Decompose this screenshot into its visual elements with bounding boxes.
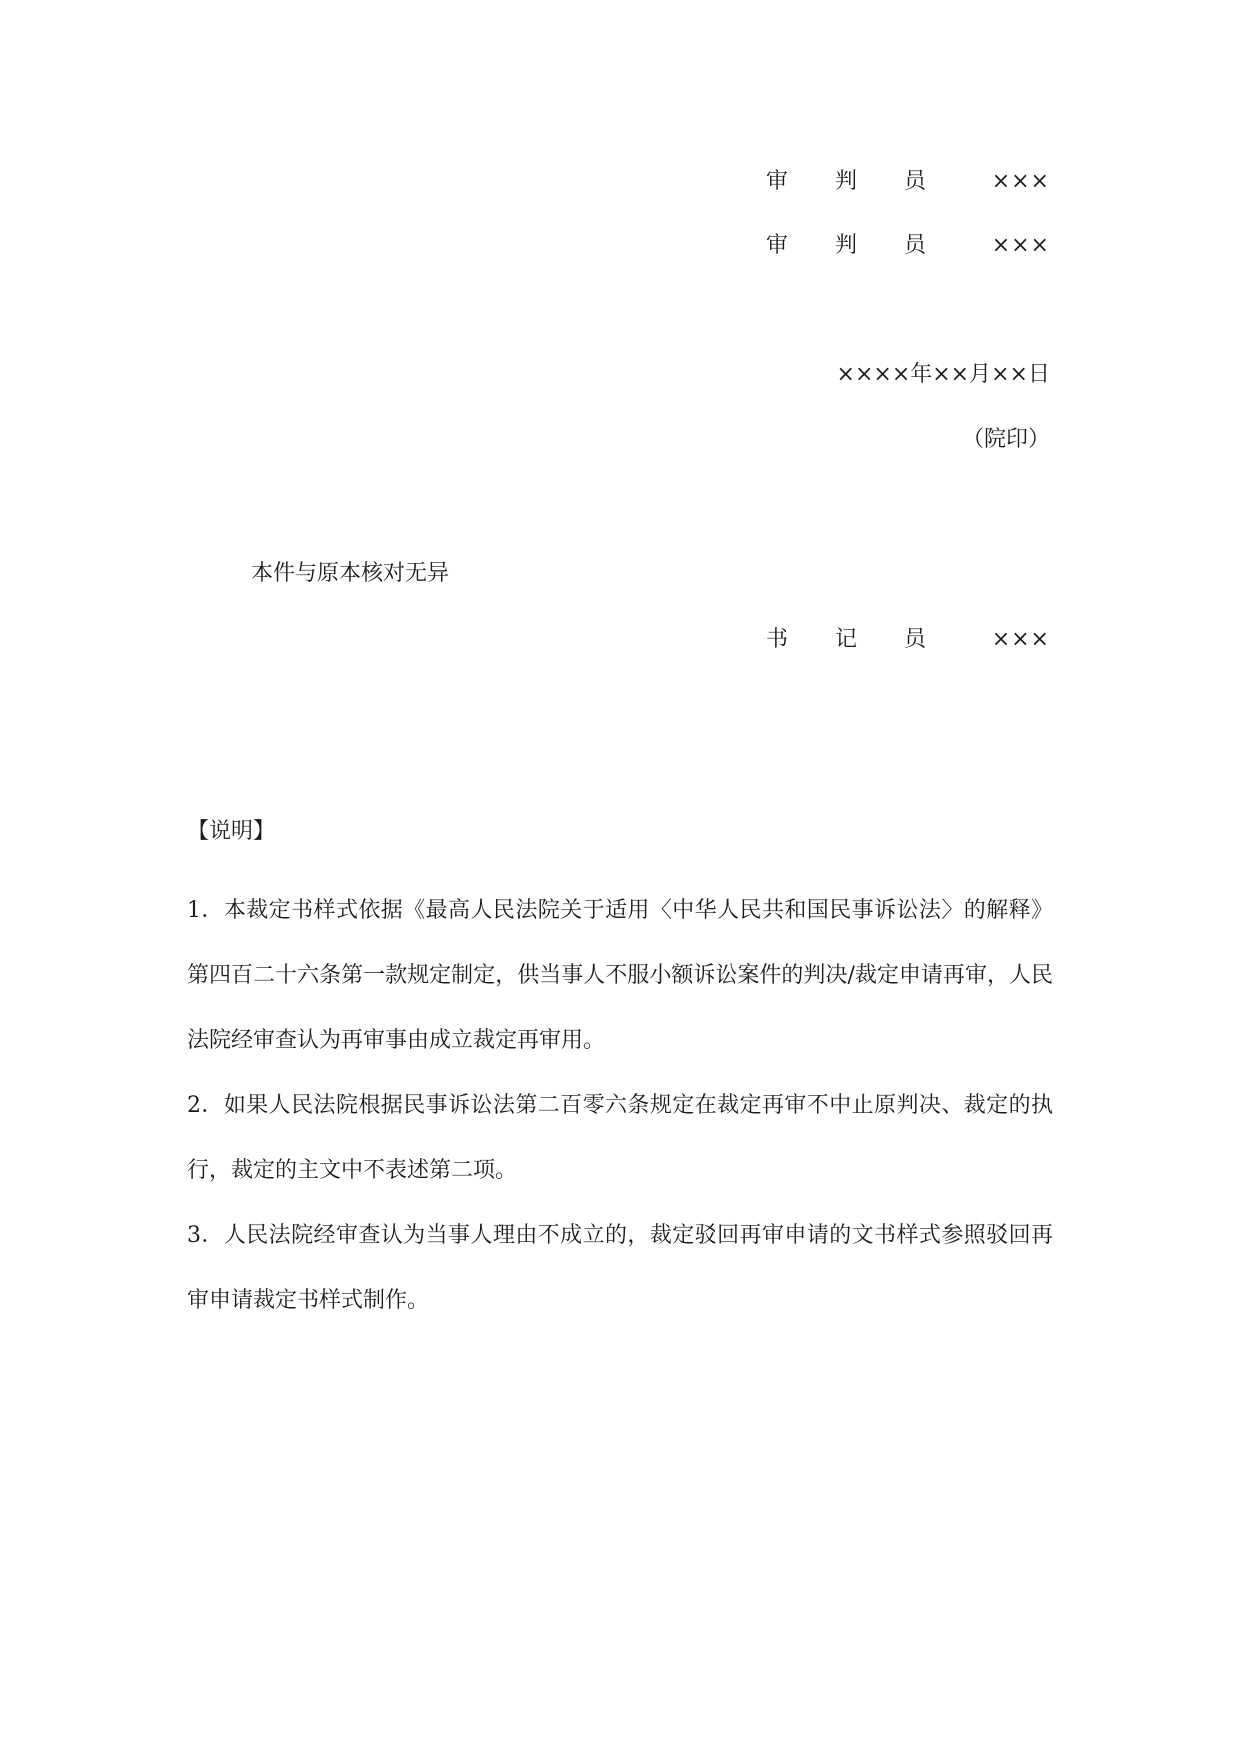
title-char: 记: [834, 627, 857, 652]
judge-signature-1: [766, 165, 1056, 199]
clerk-signature: [766, 623, 1056, 657]
judge-signature-2: [766, 229, 1056, 263]
title-char: 员: [903, 627, 926, 652]
title-char: 审: [766, 233, 789, 258]
title-char: 审: [766, 169, 789, 194]
title-char: 判: [834, 169, 857, 194]
notes-list: [187, 878, 1053, 1333]
judge-title: [766, 229, 926, 263]
title-char: 员: [903, 169, 926, 194]
clerk-name: ×××: [991, 627, 1050, 652]
judge-name: ×××: [991, 233, 1050, 258]
note-item-2: 2．如果人民法院根据民事诉讼法第二百零六条规定在裁定再审不中止原判决、裁定的执行，裁定的主文中不表述第二项。: [187, 1093, 1053, 1183]
note-item-1: 1．本裁定书样式依据《最高人民法院关于适用〈中华人民共和国民事诉讼法〉的解释》第四百二十六条第一款规定制定，供当事人不服小额诉讼案件的判决/裁定申请再审，人民法院经审查认为再审事由成立裁定再审用。: [187, 898, 1053, 1053]
note-item-3: 3．人民法院经审查认为当事人理由不成立的，裁定驳回再审申请的文书样式参照驳回再审申请裁定书样式制作。: [187, 1223, 1053, 1313]
title-char: 书: [766, 627, 789, 652]
notes-heading: 【说明】: [187, 819, 276, 844]
title-char: 判: [834, 233, 857, 258]
ruling-date: ××××年××月××日: [836, 362, 1050, 387]
title-char: 员: [903, 233, 926, 258]
judge-name: ×××: [991, 169, 1050, 194]
copy-verification-note: 本件与原本核对无异: [251, 561, 450, 586]
judge-title: [766, 165, 926, 199]
clerk-title: [766, 623, 926, 657]
court-seal-placeholder: （院印）: [961, 427, 1050, 452]
